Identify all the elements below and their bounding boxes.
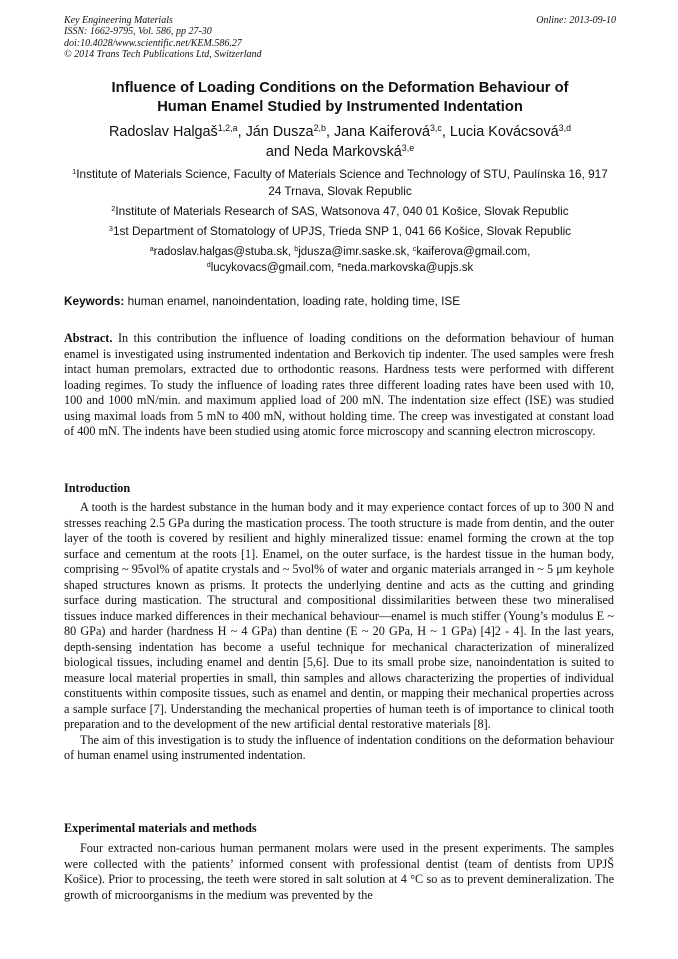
author-line-1: Radoslav Halgaš$^{1,2,a}$, Ján Dusza$^{2,b}$, Jana Kaiferová$^{3,c}$, Lucia Kovácsová$^{3,d}$ bbox=[108, 123, 572, 140]
author-line-2 bbox=[64, 142, 616, 162]
author-name: and Neda Markovská bbox=[265, 144, 402, 160]
email-address[interactable]: radoslav.halgas@stuba.sk bbox=[153, 246, 288, 258]
title-line-1: Influence of Loading Conditions on the Deformation Behaviour of bbox=[111, 80, 569, 96]
methods-paragraph-1: Four extracted non-carious human permanent molars were used in the present experiments. The samples were collected with the patients’ informed consent with professional dentist (team of dentists from UPJŠ Košice). Prior to processing, the teeth were stored in salt solution at 4 °C so as to prevent demineralization. The growth of microorganisms in the medium was prevented by the bbox=[64, 841, 614, 902]
affiliation-2: $^2$Institute of Materials Research of SAS, Watsonova 47, 040 01 Košice, Slovak Republic bbox=[111, 203, 569, 218]
paper-title bbox=[64, 79, 616, 117]
introduction-body bbox=[64, 500, 614, 764]
author-sup: 3,c bbox=[429, 123, 442, 134]
author-sup: 1,2,a bbox=[217, 123, 238, 134]
keywords-text: human enamel, nanoindentation, loading rate, holding time, ISE bbox=[127, 294, 461, 308]
email-address[interactable]: lucykovacs@gmail.com bbox=[210, 262, 332, 274]
author-name: Ján Dusza bbox=[245, 124, 314, 140]
author-sup: 3,d bbox=[558, 123, 572, 134]
affiliation-3: $^3$1st Department of Stomatology of UPJS, Trieda SNP 1, 041 66 Košice, Slovak Republic bbox=[108, 223, 572, 238]
author-name: Jana Kaiferová bbox=[333, 124, 430, 140]
email-list: $^a$radoslav.halgas@stuba.sk, $^b$jdusza@imr.saske.sk, $^c$kaiferova@gmail.com, $^d$lucykovacs@gmail.com, $^e$neda.markovska@upjs.sk bbox=[149, 245, 531, 274]
journal-name: Key Engineering Materials bbox=[64, 15, 173, 26]
methods-body bbox=[64, 841, 614, 903]
online-date: Online: 2013-09-10 bbox=[536, 15, 616, 26]
title-line-2: Human Enamel Studied by Instrumented Indentation bbox=[157, 99, 523, 115]
introduction-paragraph-1: A tooth is the hardest substance in the human body and it may experience contact forces of up to 300 N and stresses reaching 2.5 GPa during the mastication process. The tooth structure is made from dentin, and the outer layer of the tooth is covered by resilient and highly mineralized tissue: enamel forming the crown at the top surface and cementum at the roots [1]. Enamel, on the outer surface, is the hardest tissue in the human body, comprising ~ 95vol% of apatite crystals and ~ 5vol% of water and organic materials arranged in ~ 5 μm keyhole shaped structures known as prisms. It protects the underlying dentine and acts as the cutting and grinding surface during mastication. The structural and compositional dissimilarities between these two mineralised tissues induce marked differences in their mechanical behaviour—enamel is much stiffer (Young’s modulus E ~ 80 GPa) and harder (hardness H ~ 4 GPa) than dentine (E ~ 20 GPa, H ~ 1 GPa) [4]2 - 4]. In the last years, depth-sensing indentation has become a useful technique for mechanical characterization of mineralized biological tissues, including enamel and dentin [5,6]. Due to its small probe size, nanoindentation is suited to measure local material properties in small, thin samples and allows characterizing the properties of individual constituents within composite tissues, such as enamel and dentin, or mapping their mechanical properties across a sample surface [7]. Understanding the mechanical properties of human teeth is of importance to clinical tooth preparation and to the development of the new artificial dental restorative materials [8]. bbox=[64, 500, 614, 731]
author-sup: 3,e bbox=[401, 143, 415, 154]
keywords bbox=[64, 293, 616, 309]
issn-line: ISSN: 1662-9795, Vol. 586, pp 27-30 bbox=[64, 26, 212, 38]
author-name: Lucia Kovácsová bbox=[449, 124, 559, 140]
keywords-label: Keywords: bbox=[64, 294, 125, 308]
doi-line: doi:10.4028/www.scientific.net/KEM.586.27 bbox=[64, 37, 242, 49]
abstract bbox=[64, 331, 614, 440]
copyright-line: © 2014 Trans Tech Publications Ltd, Switzerland bbox=[64, 48, 262, 60]
journal-header bbox=[64, 15, 616, 60]
abstract-label: Abstract. bbox=[64, 331, 113, 345]
introduction-heading: Introduction bbox=[64, 481, 131, 495]
methods-heading: Experimental materials and methods bbox=[64, 821, 257, 835]
email-address[interactable]: kaiferova@gmail.com bbox=[416, 246, 528, 258]
abstract-text: In this contribution the influence of loading conditions on the deformation behaviour of human enamel is investigated using instrumented indentation and Berkovich tip indenter. The used samples were fresh intact human premolars, extracted due to orthodontic reasons. Hardness tests were performed with different loading regimes. To study the influence of loading rates three different loading rates have been used with 10, 100 and 1000 mN/min. and maximum applied load of 200 mN. The indentation size effect (ISE) was studied using maximal loads from 5 mN to 400 mN, without holding time. The creep was investigated at constant load of 400 mN. The indents have been studied using atomic force microscopy and scanning electron microscopy. bbox=[64, 331, 614, 438]
author-name: Radoslav Halgaš bbox=[108, 124, 218, 140]
author-sup: 2,b bbox=[313, 123, 326, 134]
email-address[interactable]: jdusza@imr.saske.sk bbox=[298, 246, 407, 258]
email-address[interactable]: neda.markovska@upjs.sk bbox=[341, 262, 474, 274]
author-list bbox=[64, 122, 616, 162]
introduction-paragraph-2: The aim of this investigation is to study the influence of indentation conditions on the deformation behaviour of human enamel using instrumented indentation. bbox=[64, 732, 614, 762]
affiliation-1: $^1$Institute of Materials Science, Faculty of Materials Science and Technology of STU, Paulínska 16, 917 24 Trnava, Slovak Republic bbox=[72, 166, 608, 198]
